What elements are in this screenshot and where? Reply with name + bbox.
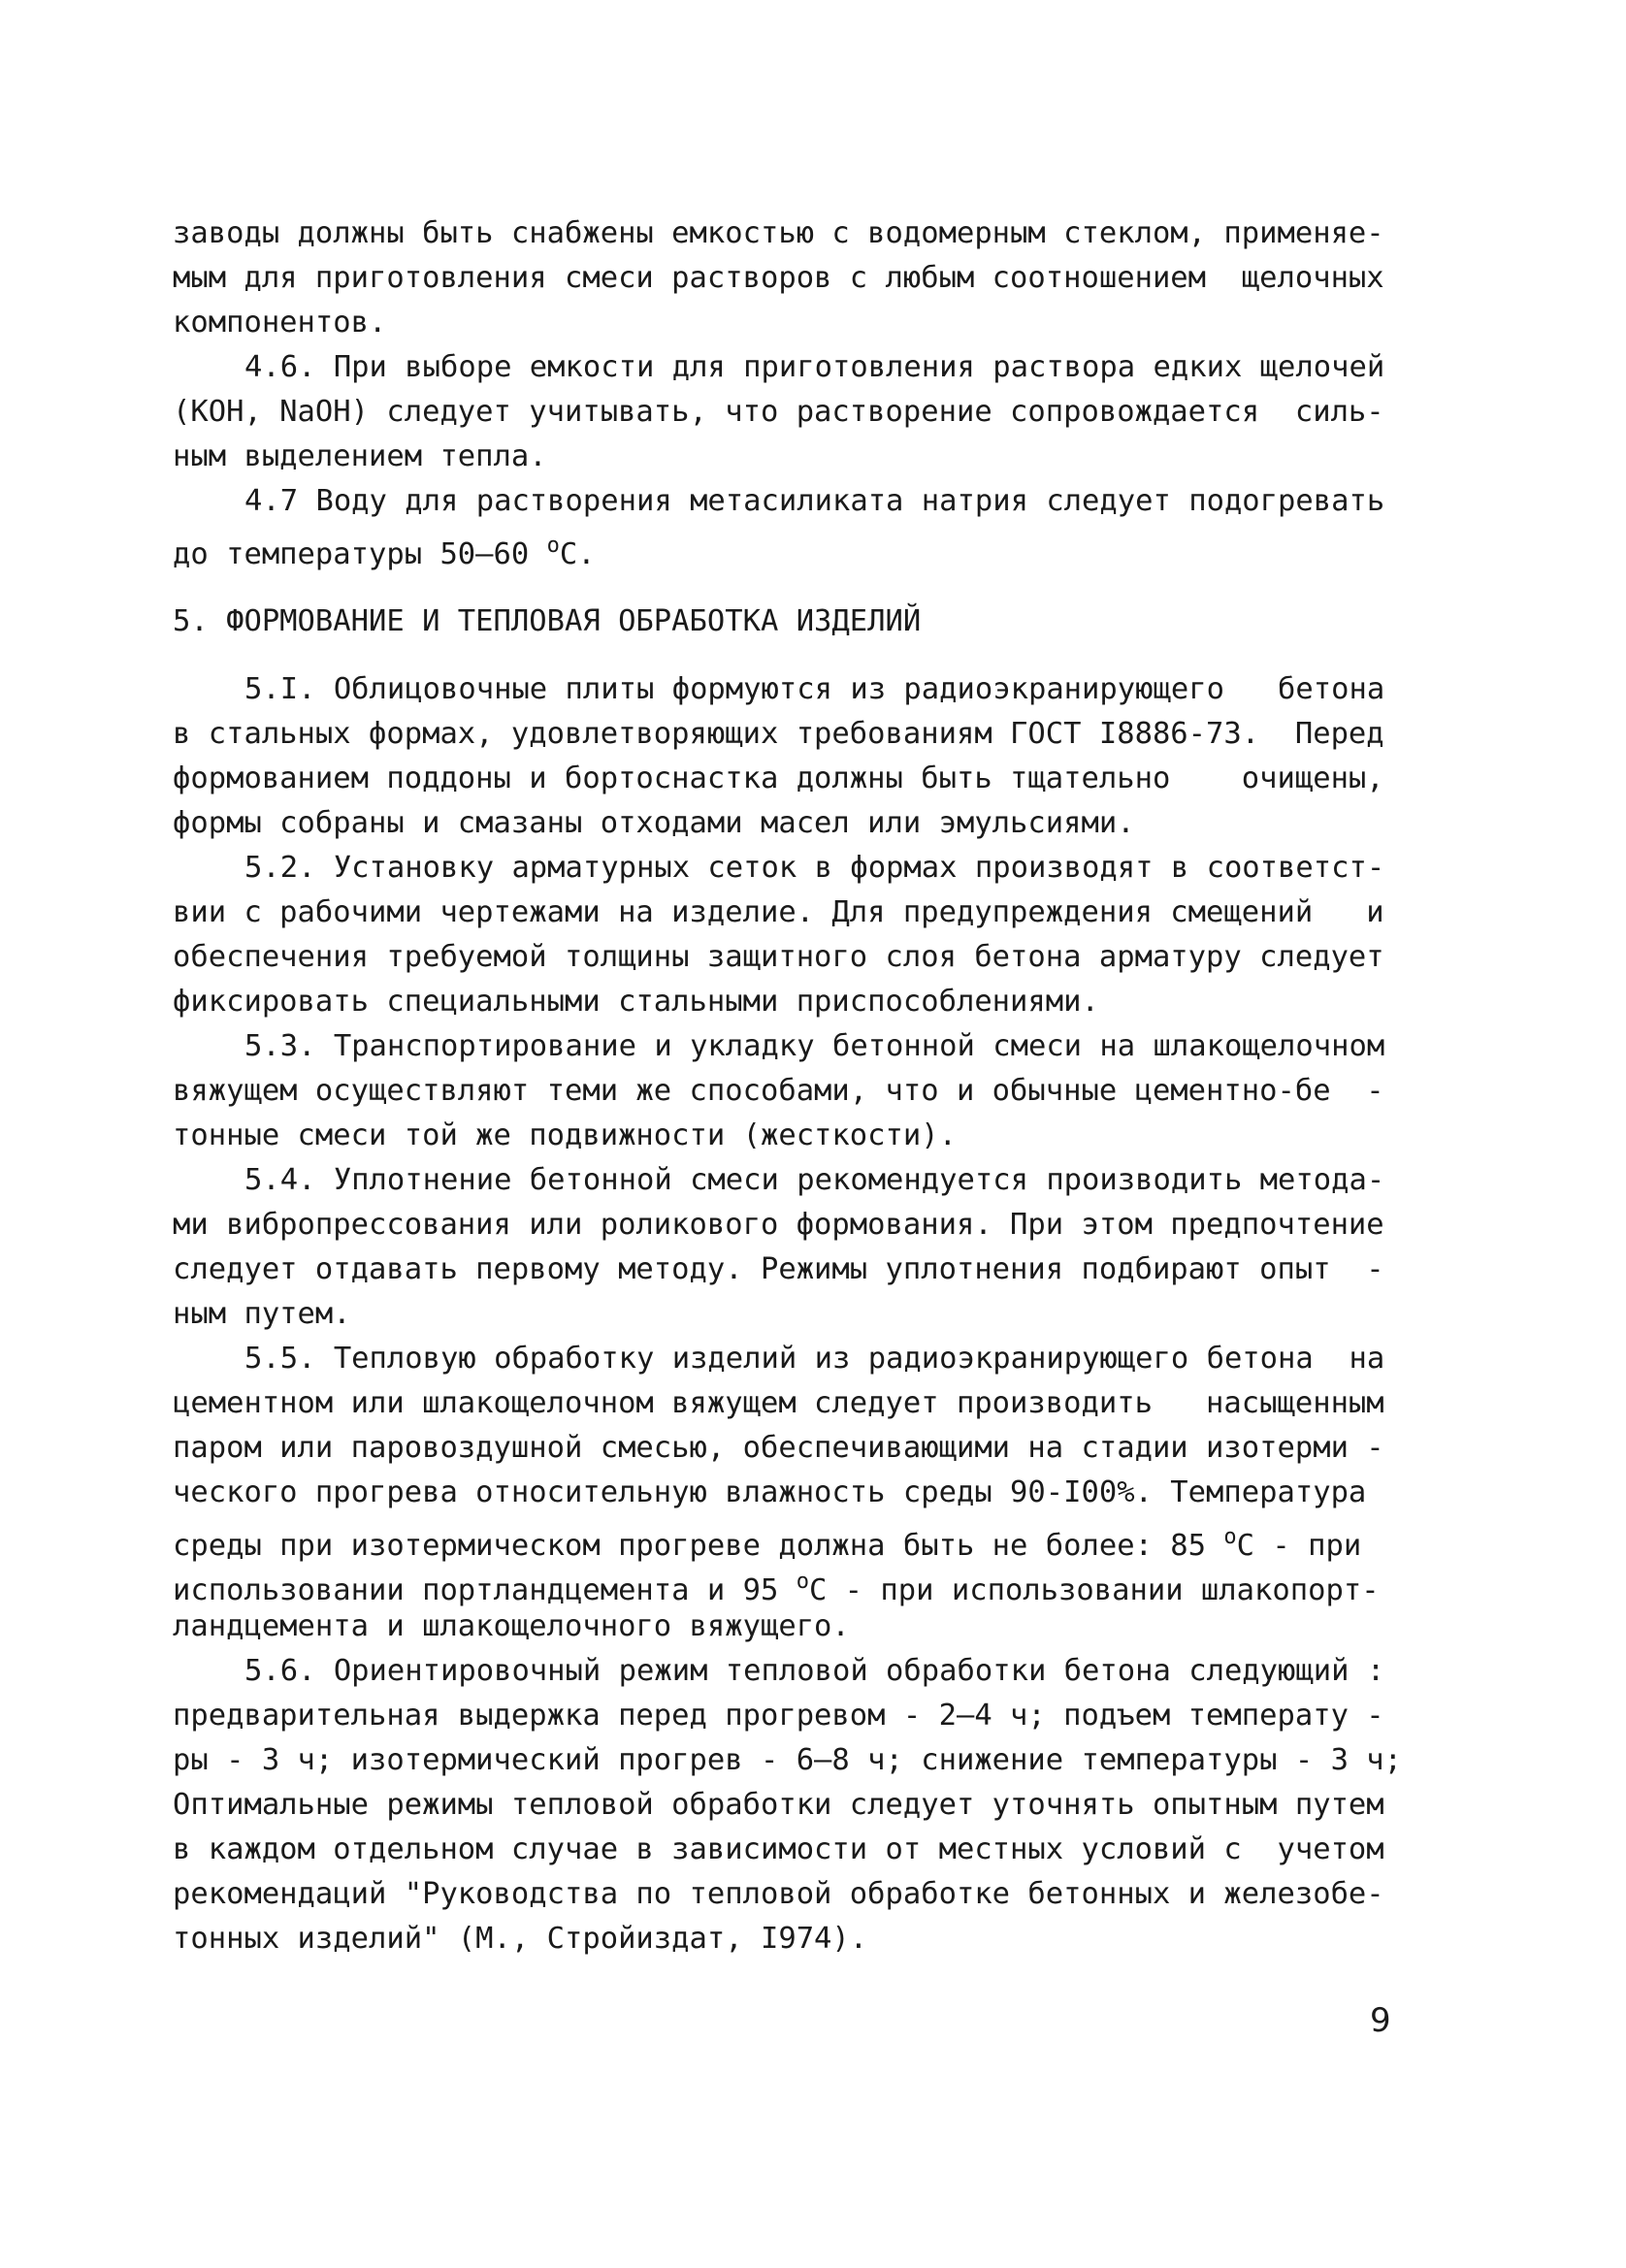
text-line: 4.6. При выборе емкости для приготовления раствора едких щелочей <box>244 350 1385 384</box>
text-line: паром или паровоздушной смесью, обеспечивающими на стадии изотерми - <box>173 1431 1384 1465</box>
paragraph-5-3 <box>173 1024 1444 1158</box>
text-line: (КОН, NaOH) следует учитывать, что растворение сопровождается силь- <box>173 395 1384 429</box>
text-line: в стальных формах, удовлетворяющих требованиям ГОСТ I8886-73. Перед <box>173 717 1384 751</box>
degree-superscript: o <box>546 534 560 558</box>
text-line: фиксировать специальными стальными приспособлениями. <box>173 985 1099 1019</box>
text-fragment: использовании портландцемента и 95 <box>173 1573 797 1607</box>
text-line: в каждом отдельном случае в зависимости от местных условий с учетом <box>173 1832 1384 1866</box>
degree-superscript: o <box>796 1570 809 1594</box>
text-line: 5.6. Ориентировочный режим тепловой обработки бетона следующий : <box>244 1654 1385 1688</box>
text-line: 5.2. Установку арматурных сеток в формах производят в соответст- <box>244 851 1385 885</box>
text-line: 4.7 Воду для растворения метасиликата натрия следует подогревать <box>244 484 1385 518</box>
paragraph-5-5 <box>173 1337 1444 1649</box>
text-line <box>173 1560 1444 1607</box>
text-line: ным выделением тепла. <box>173 439 547 473</box>
text-line: предварительная выдержка перед прогревом - 2–4 ч; подъем температу - <box>173 1699 1384 1733</box>
paragraph-5-4 <box>173 1158 1444 1337</box>
text-fragment: С - при <box>1236 1529 1362 1563</box>
text-fragment: до температуры 50–60 <box>173 537 547 571</box>
text-line: тонные смеси той же подвижности (жесткости). <box>173 1118 957 1152</box>
text-line: компонентов. <box>173 306 387 340</box>
text-line: 5.4. Уплотнение бетонной смеси рекомендуется производить метода- <box>244 1163 1385 1197</box>
text-line: ры - 3 ч; изотермический прогрев - 6–8 ч; снижение температуры - 3 ч; <box>173 1743 1403 1777</box>
text-line <box>173 524 1444 571</box>
paragraph-5-1 <box>173 667 1444 846</box>
text-line <box>173 1515 1444 1563</box>
text-line: заводы должны быть снабжены емкостью с водомерным стеклом, применяе- <box>173 216 1384 250</box>
text-line: рекомендаций "Руководства по тепловой обработке бетонных и железобе- <box>173 1877 1384 1911</box>
text-line: мым для приготовления смеси растворов с любым соотношением щелочных <box>173 261 1384 295</box>
text-line: цементном или шлакощелочном вяжущем следует производить насыщенным <box>173 1386 1384 1420</box>
paragraph-4-7 <box>173 479 1444 571</box>
text-line: формы собраны и смазаны отходами масел или эмульсиями. <box>173 806 1135 840</box>
text-line: вии с рабочими чертежами на изделие. Для предупреждения смещений и <box>173 895 1384 929</box>
text-line: 5.5. Тепловую обработку изделий из радиоэкранирующего бетона на <box>244 1342 1385 1376</box>
paragraph-intro <box>173 211 1444 345</box>
text-line: 5.I. Облицовочные плиты формуются из радиоэкранирующего бетона <box>244 672 1385 706</box>
paragraph-5-2 <box>173 846 1444 1024</box>
text-fragment: С - при использовании шлакопорт- <box>808 1573 1380 1607</box>
degree-superscript: o <box>1223 1525 1237 1549</box>
text-fragment: С. <box>559 537 596 571</box>
paragraph-5-6 <box>173 1649 1444 1961</box>
text-fragment: среды при изотермическом прогреве должна быть не более: 85 <box>173 1529 1224 1563</box>
page-number: 9 <box>1370 2001 1391 2040</box>
text-line: вяжущем осуществляют теми же способами, что и обычные цементно-бе - <box>173 1074 1384 1108</box>
text-line: ным путем. <box>173 1297 351 1331</box>
text-line: следует отдавать первому методу. Режимы уплотнения подбирают опыт - <box>173 1252 1384 1286</box>
text-line: Оптимальные режимы тепловой обработки следует уточнять опытным путем <box>173 1788 1384 1822</box>
text-line: ми вибропрессования или роликового формования. При этом предпочтение <box>173 1208 1384 1242</box>
text-line: 5.3. Транспортирование и укладку бетонной смеси на шлакощелочном <box>244 1029 1385 1063</box>
text-line: ческого прогрева относительную влажность среды 90-I00%. Температура <box>173 1475 1367 1509</box>
text-line: ландцемента и шлакощелочного вяжущего. <box>173 1609 850 1643</box>
text-line: формованием поддоны и бортоснастка должны быть тщательно очищены, <box>173 761 1384 795</box>
text-line: тонных изделий" (М., Стройиздат, I974). <box>173 1922 868 1956</box>
paragraph-4-6 <box>173 345 1444 479</box>
section-heading: 5. ФОРМОВАНИЕ И ТЕПЛОВАЯ ОБРАБОТКА ИЗДЕЛИЙ <box>173 604 922 638</box>
text-line: обеспечения требуемой толщины защитного слоя бетона арматуру следует <box>173 940 1384 974</box>
document-page <box>173 211 1444 1961</box>
